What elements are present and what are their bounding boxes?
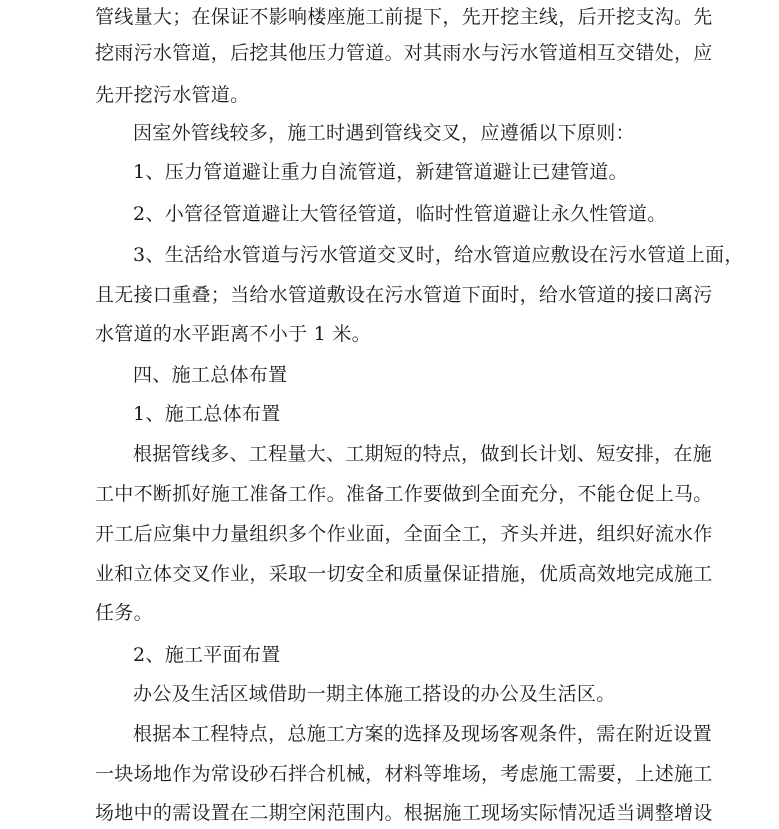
text-line: 根据本工程特点，总施工方案的选择及现场客观条件，需在附近设置	[133, 723, 713, 745]
list-item: 1、压力管道避让重力自流管道，新建管道避让已建管道。	[133, 161, 628, 183]
list-item: 2、小管径管道避让大管径管道，临时性管道避让永久性管道。	[133, 203, 667, 225]
text-line: 任务。	[95, 602, 153, 624]
text-line: 先开挖污水管道。	[95, 84, 250, 106]
text-line: 因室外管线较多，施工时遇到管线交叉，应遵循以下原则：	[133, 122, 635, 144]
list-item: 3、生活给水管道与污水管道交叉时，给水管道应敷设在污水管道上面，	[133, 244, 744, 266]
subsection-heading: 1、施工总体布置	[133, 403, 281, 425]
section-heading: 四、施工总体布置	[133, 364, 288, 386]
subsection-heading: 2、施工平面布置	[133, 644, 281, 666]
text-line: 根据管线多、工程量大、工期短的特点，做到长计划、短安排，在施	[133, 443, 713, 465]
text-line: 且无接口重叠；当给水管道敷设在污水管道下面时，给水管道的接口离污	[95, 284, 713, 306]
text-line: 管线量大；在保证不影响楼座施工前提下，先开挖主线，后开挖支沟。先	[95, 6, 713, 28]
text-line: 开工后应集中力量组织多个作业面，全面全工，齐头并进，组织好流水作	[95, 523, 713, 545]
text-line: 一块场地作为常设砂石拌合机械，材料等堆场，考虑施工需要，上述施工	[95, 763, 713, 785]
text-line: 挖雨污水管道，后挖其他压力管道。对其雨水与污水管道相互交错处，应	[95, 42, 713, 64]
text-line: 办公及生活区域借助一期主体施工搭设的办公及生活区。	[133, 683, 616, 705]
text-line: 场地中的需设置在二期空闲范围内。根据施工现场实际情况适当调整增设	[95, 802, 713, 824]
text-line: 水管道的水平距离不小于 1 米。	[95, 323, 371, 345]
text-line: 工中不断抓好施工准备工作。准备工作要做到全面充分，不能仓促上马。	[95, 483, 713, 505]
text-line: 业和立体交叉作业，采取一切安全和质量保证措施，优质高效地完成施工	[95, 563, 713, 585]
